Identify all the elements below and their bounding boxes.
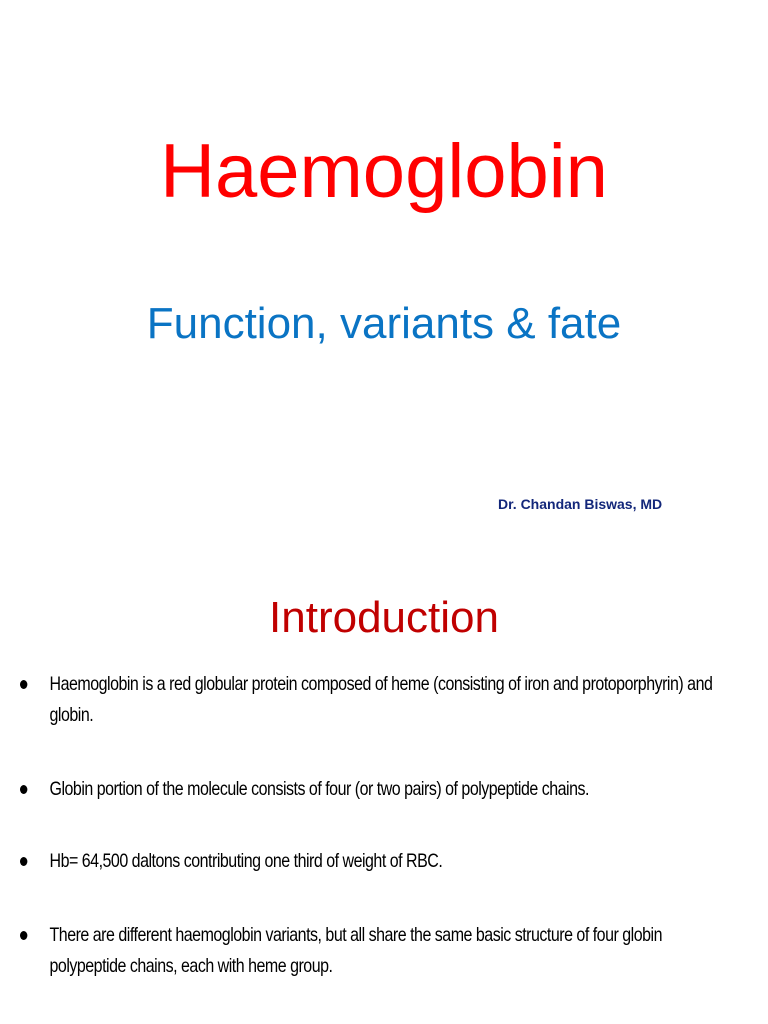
- list-item-text: Hb= 64,500 daltons contributing one third of weight of RBC.: [49, 850, 443, 872]
- list-item: [20, 920, 662, 982]
- bullet-dot-icon: [20, 857, 27, 866]
- list-item-text: Globin portion of the molecule consists of four (or two pairs) of polypeptide chains.: [49, 778, 589, 800]
- list-item: [20, 846, 612, 877]
- page-title: Haemoglobin: [160, 129, 608, 214]
- bullet-dot-icon: [20, 785, 27, 794]
- list-item: [20, 774, 612, 805]
- author-credit: Dr. Chandan Biswas, MD: [498, 496, 663, 512]
- list-item-text: There are different haemoglobin variants, but all share the same basic structure of four globin polypeptide chains, each with heme group.: [49, 924, 662, 977]
- introduction-slide: [0, 560, 768, 1024]
- section-heading: Introduction: [269, 593, 499, 642]
- list-item-text: Haemoglobin is a red globular protein composed of heme (consisting of iron and protoporphyrin) and globin.: [49, 673, 713, 726]
- page-subtitle: Function, variants & fate: [146, 299, 622, 348]
- bullet-dot-icon: [20, 931, 27, 940]
- list-item: [20, 669, 713, 731]
- bullet-dot-icon: [20, 680, 27, 689]
- bullet-list: [0, 560, 768, 1024]
